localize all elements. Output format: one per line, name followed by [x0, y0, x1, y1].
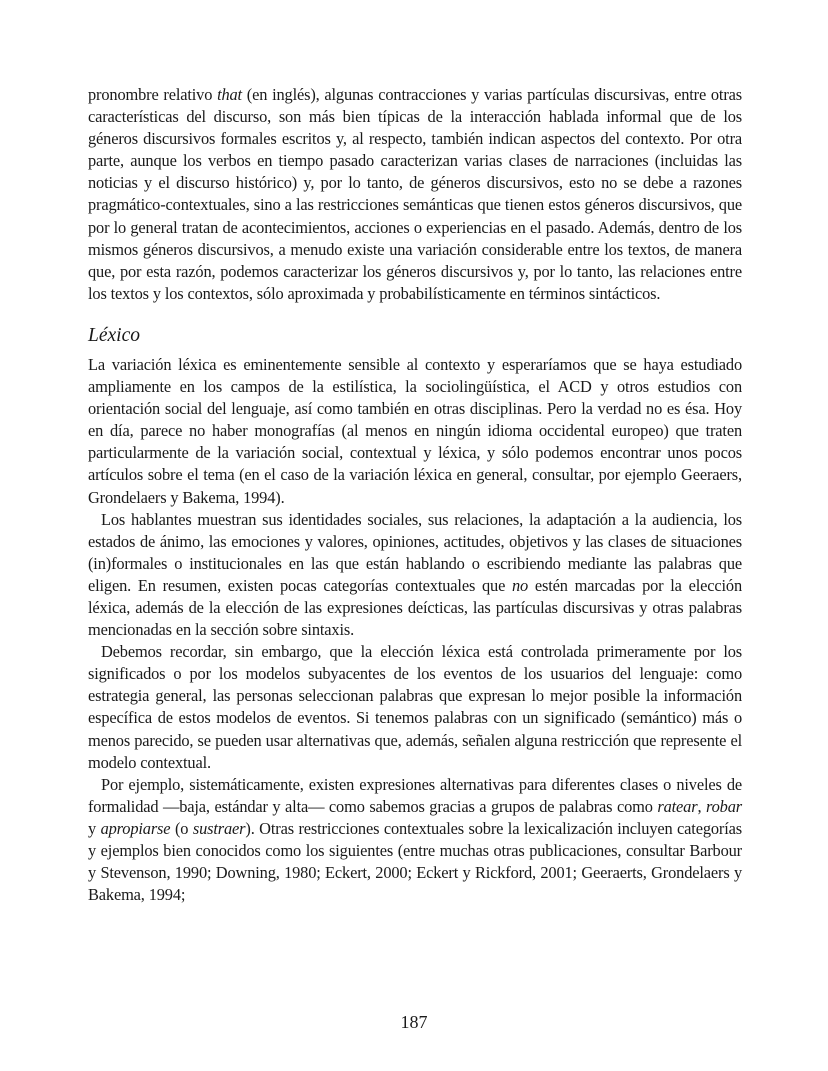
paragraph-lexico-intro	[88, 354, 742, 509]
text-run: estén marcadas por la elección léxica, además de la elección de las expresiones deícticas, las partículas discursivas y otras palabras mencionadas en la sección sobre sintaxis.	[88, 575, 742, 640]
text-run-italic: that	[217, 85, 242, 104]
text-run: Los hablantes muestran sus identidades sociales, sus relaciones, la adaptación a la audiencia, los estados de ánimo, las emociones y valores, opiniones, actitudes, objetivos y las clases de situaciones (in)formales o institucionales en las que están hablando o escribiendo mediante las palabras que eligen. En resumen, existen pocas categorías contextuales que	[88, 509, 742, 595]
paragraph-syntax-continuation	[88, 84, 742, 305]
paragraph-lexical-choice	[88, 641, 742, 774]
text-run: pronombre relativo	[88, 85, 218, 104]
text-run-italic: robar	[705, 796, 742, 816]
text-run: Debemos recordar, sin embargo, que la elección léxica está controlada primeramente por los significados o por los modelos subyacentes de los eventos de los usuarios del lenguaje: como estrategia general, las personas seleccionan palabras que expresan lo mejor posible la información específica de estos modelos de eventos. Si tenemos palabras con un significado (semántico) más o menos parecido, se pueden usar alternativas que, además, señalen alguna restricción que represente el modelo contextual.	[88, 642, 742, 772]
text-run: ). Otras restricciones contextuales sobre la lexicalización incluyen categorías y ejemplos bien conocidos como los siguientes (entre muchas otras publicaciones, consultar Barbour y Stevenson, 1990; Downing, 1980; Eckert, 2000; Eckert y Rickford, 2001; Geeraerts, Grondelaers y Bakema, 1994;	[88, 818, 742, 905]
document-page	[88, 84, 742, 906]
section-heading-lexico: Léxico	[88, 324, 140, 346]
text-run: (en inglés), algunas contracciones y varias partículas discursivas, entre otras características del discurso, son más bien típicas de la interacción hablada informal que de los géneros discursivos formales escritos y, al respecto, también indican aspectos del contexto. Por otra parte, aunque los verbos en tiempo pasado caracterizan varias clases de narraciones (incluidas las noticias y el discurso histórico) y, por lo tanto, de géneros discursivos, esto no se debe a razones pragmático-contextuales, sino a las restricciones semánticas que tienen estos géneros discursivos, que por lo general tratan de acontecimientos, acciones o experiencias en el pasado. Además, dentro de los mismos géneros discursivos, a menudo existe una variación considerable entre los textos, de manera que, por esta razón, podemos caracterizar los géneros discursivos y, por lo tanto, las relaciones entre los textos y los contextos, sólo aproximada y probabilísticamente en términos sintácticos.	[88, 85, 742, 303]
text-run: (o	[170, 818, 193, 838]
text-run-italic: apropiarse	[100, 818, 171, 838]
text-run-italic: sustraer	[192, 818, 246, 838]
text-run-italic: no	[512, 575, 529, 595]
text-run: y	[88, 818, 101, 838]
text-run-italic: ratear	[657, 796, 698, 816]
text-run: La variación léxica es eminentemente sensible al contexto y esperaríamos que se haya estudiado ampliamente en los campos de la estilística, la sociolingüística, el ACD y otros estudios con orientación social del lenguaje, así como también en otras disciplinas. Pero la verdad no es ésa. Hoy en día, parece no haber monografías (al menos en ningún idioma occidental europeo) que traten particularmente de la variación social, contextual y léxica, y sólo podemos encontrar unos pocos artículos sobre el tema (en el caso de la variación léxica en general, consultar, por ejemplo Geeraers, Grondelaers y Bakema, 1994).	[88, 354, 742, 507]
paragraph-formality-example	[88, 774, 742, 907]
text-run: Por ejemplo, sistemáticamente, existen expresiones alternativas para diferentes clases o niveles de formalidad —baja, estándar y alta— como sabemos gracias a grupos de palabras como	[88, 774, 742, 816]
paragraph-speakers-identities	[88, 509, 742, 642]
text-run: ,	[697, 796, 706, 816]
page-number: 187	[400, 1012, 428, 1032]
